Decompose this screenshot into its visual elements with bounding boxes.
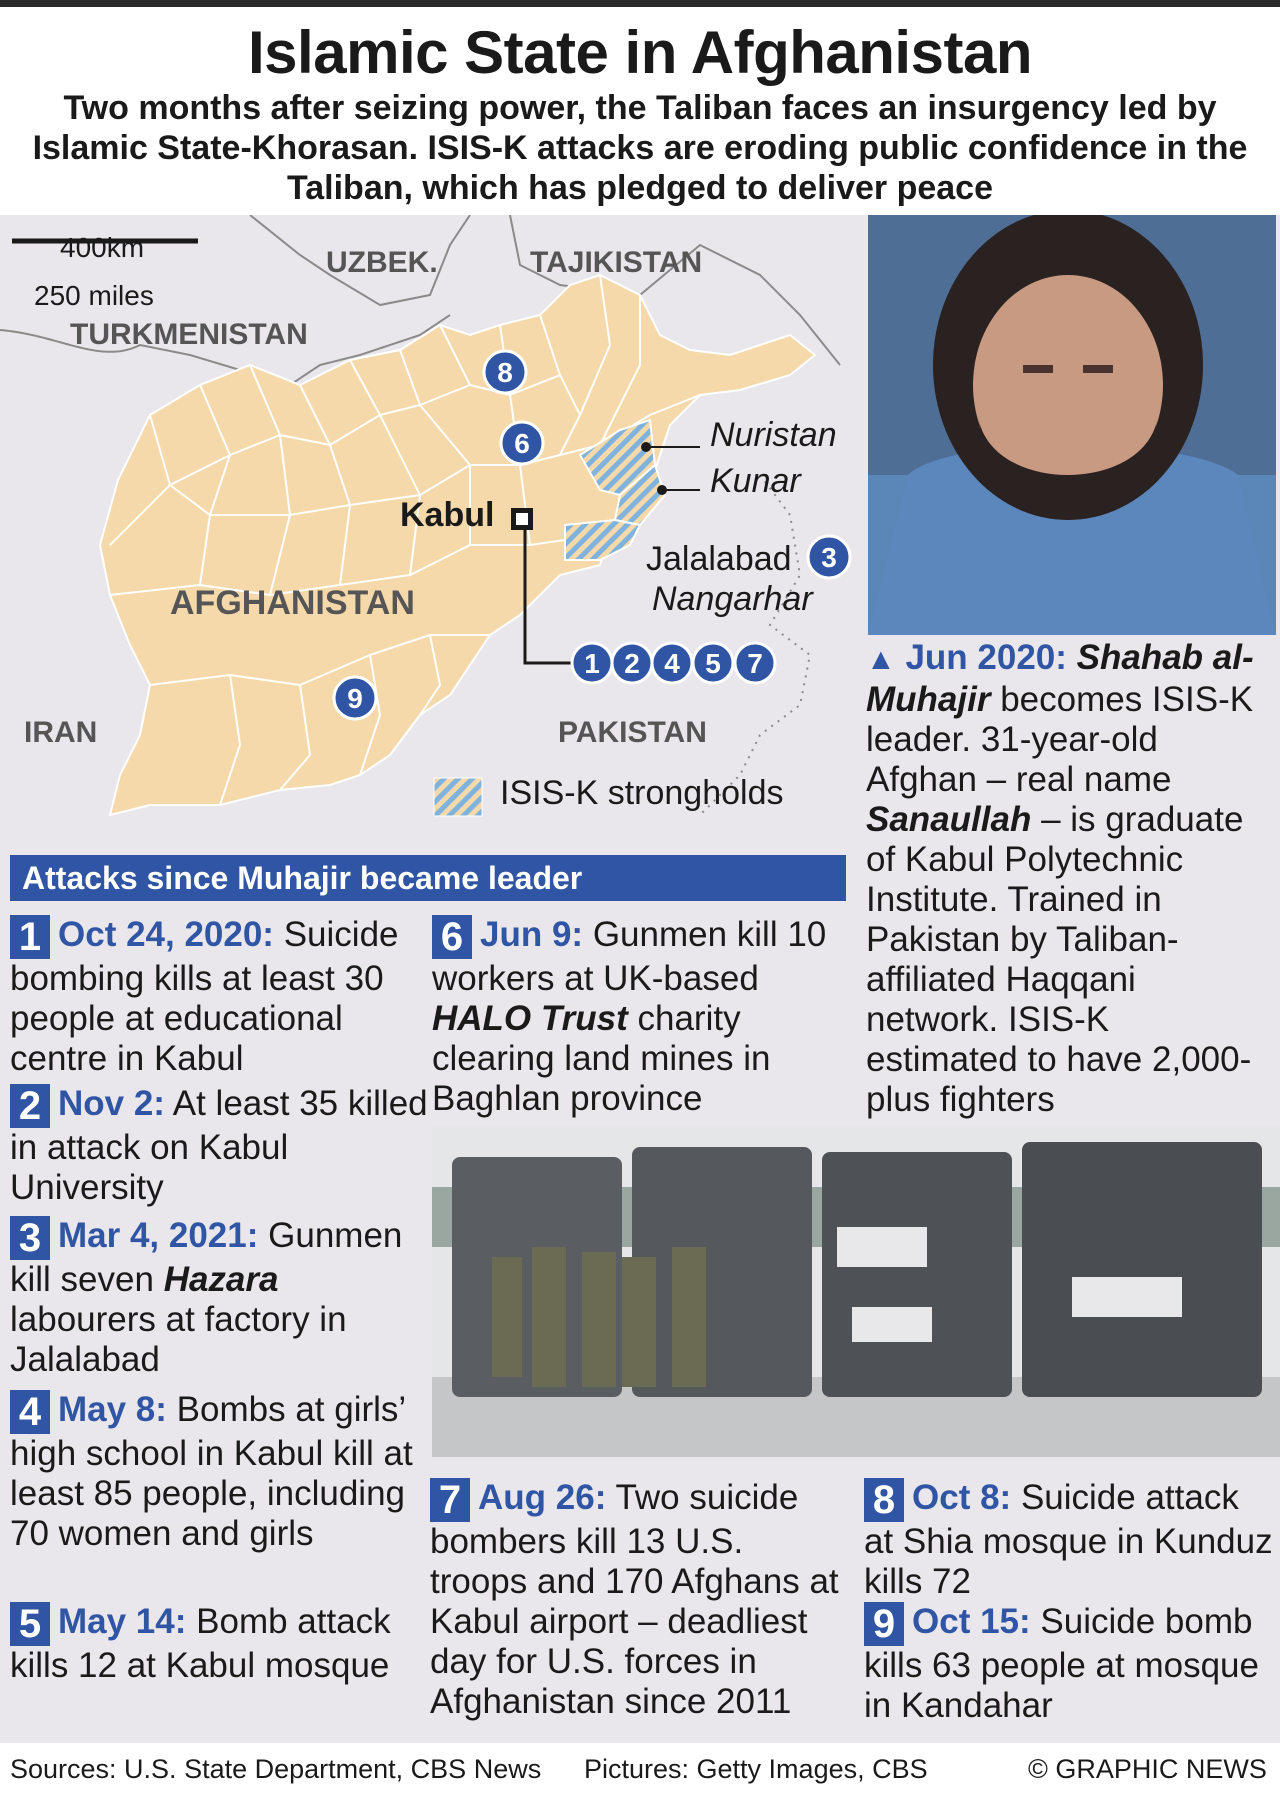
attack-2-text: At least 35 killed in attack on Kabul University	[10, 1084, 428, 1207]
marker-9-label: 9	[347, 683, 363, 714]
attack-7-number: 7	[430, 1478, 470, 1522]
marker-3	[808, 536, 850, 578]
repatriation-image	[432, 1127, 1280, 1457]
attack-4-date: May 8:	[58, 1390, 167, 1429]
marker-5	[693, 643, 733, 683]
marker-4	[652, 643, 692, 683]
leader-bio	[866, 638, 1266, 1120]
attack-6-date: Jun 9:	[480, 915, 584, 954]
marker-1-label: 1	[584, 648, 600, 679]
attack-6-text-post: charity clearing land mines in Baghlan province	[432, 999, 771, 1118]
marker-4-label: 4	[664, 648, 680, 679]
attack-8	[864, 1478, 1276, 1602]
attack-4	[10, 1390, 430, 1554]
attack-6-text-pre: Gunmen kill 10 workers at UK-based	[432, 915, 827, 998]
marker-8	[484, 351, 526, 393]
marker-6-label: 6	[514, 428, 530, 459]
marker-9	[334, 677, 376, 719]
marker-2	[612, 643, 652, 683]
country-turkmenistan: TURKMENISTAN	[70, 318, 308, 351]
attack-markers	[0, 0, 860, 860]
place-kunar: Kunar	[710, 462, 801, 500]
attack-9	[864, 1602, 1276, 1726]
footer	[0, 1745, 1280, 1794]
leader-line2: 31-year-old Afghan – real name	[866, 720, 1172, 799]
attack-3	[10, 1216, 430, 1380]
leader-photo	[868, 215, 1276, 635]
repatriation-photo	[432, 1127, 1280, 1457]
footer-sources: Sources: U.S. State Department, CBS News	[10, 1754, 542, 1784]
attack-5-text: Bomb attack kills 12 at Kabul mosque	[10, 1602, 391, 1685]
country-tajikistan: TAJIKISTAN	[530, 246, 703, 279]
leader-portrait-image	[868, 215, 1276, 635]
marker-3-label: 3	[821, 542, 837, 573]
marker-2-label: 2	[624, 648, 640, 679]
attack-6-number: 6	[432, 915, 472, 959]
scale-km-label: 400km	[60, 232, 145, 263]
attack-3-date: Mar 4, 2021:	[58, 1216, 259, 1255]
attack-3-text-em: Hazara	[163, 1260, 279, 1299]
country-uzbek: UZBEK.	[326, 246, 438, 279]
country-pakistan: PAKISTAN	[558, 716, 707, 749]
footer-pictures: Pictures: Getty Images, CBS	[584, 1754, 928, 1784]
attack-5-date: May 14:	[58, 1602, 187, 1641]
attack-1-number: 1	[10, 915, 50, 959]
attack-3-text-post: labourers at factory in Jalalabad	[10, 1300, 347, 1379]
triangle-icon: ▲	[866, 643, 896, 676]
page-subtitle: Two months after seizing power, the Taliban faces an insurgency led by Islamic State-Khorasan. ISIS-K attacks are eroding public confidence in the Taliban, which has pledged to deliver peace	[32, 89, 1248, 207]
attack-6-text-em: HALO Trust	[432, 999, 628, 1038]
attack-2	[10, 1084, 430, 1208]
scale-miles-label: 250 miles	[34, 280, 154, 311]
attack-7-date: Aug 26:	[478, 1478, 607, 1517]
attacks-heading: Attacks since Muhajir became leader	[10, 855, 846, 901]
marker-1	[572, 643, 612, 683]
attack-2-number: 2	[10, 1084, 50, 1128]
attack-2-date: Nov 2:	[58, 1084, 165, 1123]
place-nangarhar: Nangarhar	[652, 580, 813, 618]
attack-8-number: 8	[864, 1478, 904, 1522]
attack-4-text: Bombs at girls’ high school in Kabul kill at least 85 people, including 70 women and girls	[10, 1390, 413, 1553]
attack-8-date: Oct 8:	[912, 1478, 1012, 1517]
place-jalalabad: Jalalabad	[646, 540, 792, 578]
attack-3-text-pre: Gunmen kill seven	[10, 1216, 403, 1299]
country-iran: IRAN	[24, 716, 98, 749]
marker-8-label: 8	[497, 357, 513, 388]
attack-5	[10, 1602, 430, 1686]
attack-5-number: 5	[10, 1602, 50, 1646]
place-kabul: Kabul	[400, 496, 495, 534]
leader-date: Jun 2020:	[905, 638, 1067, 677]
leader-line1: becomes ISIS-K leader.	[866, 680, 1254, 759]
country-afghanistan: AFGHANISTAN	[170, 584, 415, 622]
footer-credit: © GRAPHIC NEWS	[1028, 1754, 1267, 1784]
attack-1-date: Oct 24, 2020:	[58, 915, 274, 954]
attack-1-text: Suicide bombing kills at least 30 people at educational centre in Kabul	[10, 915, 399, 1078]
attack-3-number: 3	[10, 1216, 50, 1260]
marker-7	[735, 643, 775, 683]
marker-6	[501, 422, 543, 464]
page-title: Islamic State in Afghanistan	[248, 19, 1032, 86]
attack-7	[430, 1478, 850, 1722]
marker-7-label: 7	[747, 648, 763, 679]
attack-8-text: Suicide attack at Shia mosque in Kunduz kills 72	[864, 1478, 1273, 1601]
stronghold-legend-label: ISIS-K strongholds	[500, 774, 784, 812]
attack-6	[432, 915, 842, 1119]
attack-1	[10, 915, 430, 1079]
attack-9-number: 9	[864, 1602, 904, 1646]
attack-7-text: Two suicide bombers kill 13 U.S. troops and 170 Afghans at Kabul airport – deadliest day for U.S. forces in Afghanistan since 2011	[430, 1478, 839, 1721]
attack-9-date: Oct 15:	[912, 1602, 1031, 1641]
leader-name: Shahab al-Muhajir	[866, 638, 1254, 719]
attack-9-text: Suicide bomb kills 63 people at mosque in Kandahar	[864, 1602, 1259, 1725]
attack-4-number: 4	[10, 1390, 50, 1434]
leader-real-name: Sanaullah	[866, 800, 1032, 839]
place-nuristan: Nuristan	[710, 416, 837, 454]
leader-line3: – is graduate of Kabul Polytechnic Institute. Trained in Pakistan by Taliban-affiliated Haqqani network. ISIS-K estimated to have 2,000-plus fighters	[866, 800, 1252, 1119]
marker-5-label: 5	[705, 648, 721, 679]
